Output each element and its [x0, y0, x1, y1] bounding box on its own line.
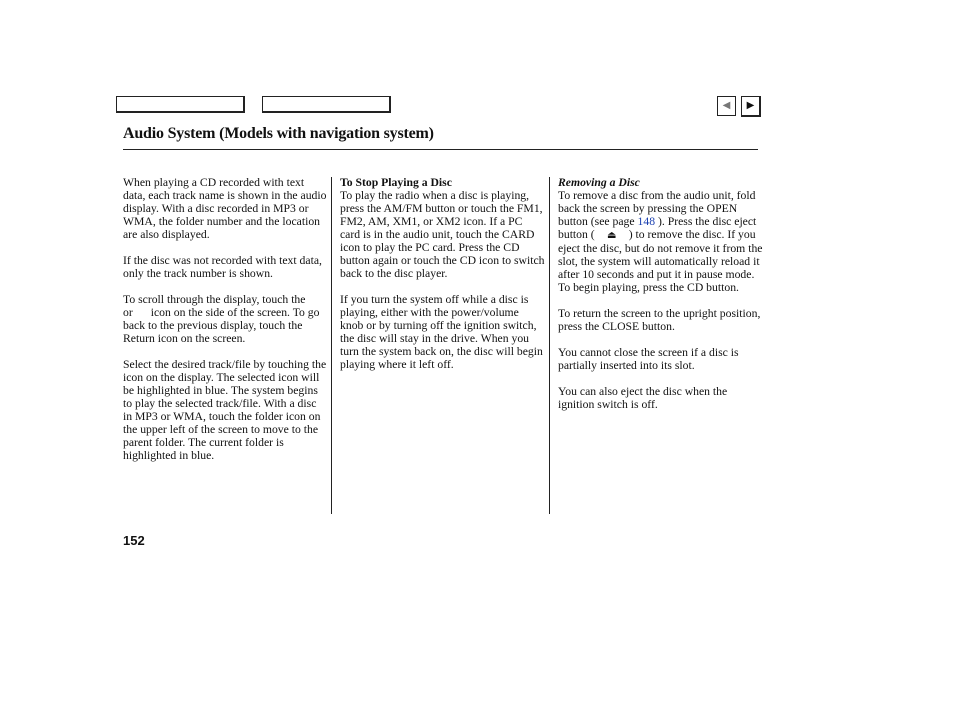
column-divider [549, 177, 550, 514]
column-left [123, 176, 328, 475]
eject-icon: ⏏ [606, 230, 617, 241]
index-tab[interactable] [262, 96, 391, 113]
paragraph: You can also eject the disc when the ignition switch is off. [558, 385, 728, 411]
paragraph: To scroll through the display, touch theor icon on the side of the screen. To go back to the previous display, touch the Return icon on the screen. [123, 293, 320, 345]
paragraph: If you turn the system off while a disc is playing, either with the power/volume knob or by turning off the ignition switch, the disc will stay in the drive. When you turn the system back on, the disc will begin playing where it left off. [340, 293, 543, 371]
next-page-button[interactable] [741, 96, 761, 117]
paragraph: To remove a disc from the audio unit, fold back the screen by pressing the OPEN button (see page 148 ). Press the disc eject button ( ⏏ ) to remove the disc. If you eject the disc, but do not remove it from the slot, the system will automatically reload it after 10 seconds and put it in pause mode. To begin playing, press the CD button. [558, 189, 763, 294]
paragraph: If the disc was not recorded with text data, only the track number is shown. [123, 254, 322, 280]
page-link[interactable]: 148 [637, 215, 656, 228]
section-heading: Removing a Disc [558, 176, 640, 189]
previous-page-button[interactable] [717, 96, 736, 116]
paragraph: To return the screen to the upright position, press the CLOSE button. [558, 307, 761, 333]
column-middle [340, 176, 545, 384]
column-right [558, 176, 763, 424]
page-number: 152 [123, 533, 145, 548]
right-arrow-icon: ▶ [746, 100, 755, 111]
paragraph: When playing a CD recorded with text data, each track name is shown in the audio display. With a disc recorded in MP3 or WMA, the folder number and the location are also displayed. [123, 176, 327, 241]
paragraph: Select the desired track/file by touching the icon on the display. The selected icon will be highlighted in blue. The system begins to play the selected track/file. With a disc in MP3 or WMA, touch the folder icon on the upper left of the screen to move to the parent folder. The current folder is highlighted in blue. [123, 358, 327, 462]
title-divider [123, 149, 758, 150]
main-menu-tab[interactable] [116, 96, 245, 113]
page-title: Audio System (Models with navigation system) [123, 125, 434, 142]
paragraph: To play the radio when a disc is playing, press the AM/FM button or touch the FM1, FM2, AM, XM1, or XM2 icon. If a PC card is in the audio unit, touch the CARD icon to play the PC card. Press the CD button again or touch the CD icon to switch back to the disc player. [340, 189, 545, 280]
left-arrow-icon: ◀ [722, 100, 731, 111]
column-divider [331, 177, 332, 514]
section-heading: To Stop Playing a Disc [340, 176, 452, 189]
paragraph: You cannot close the screen if a disc is partially inserted into its slot. [558, 346, 739, 372]
